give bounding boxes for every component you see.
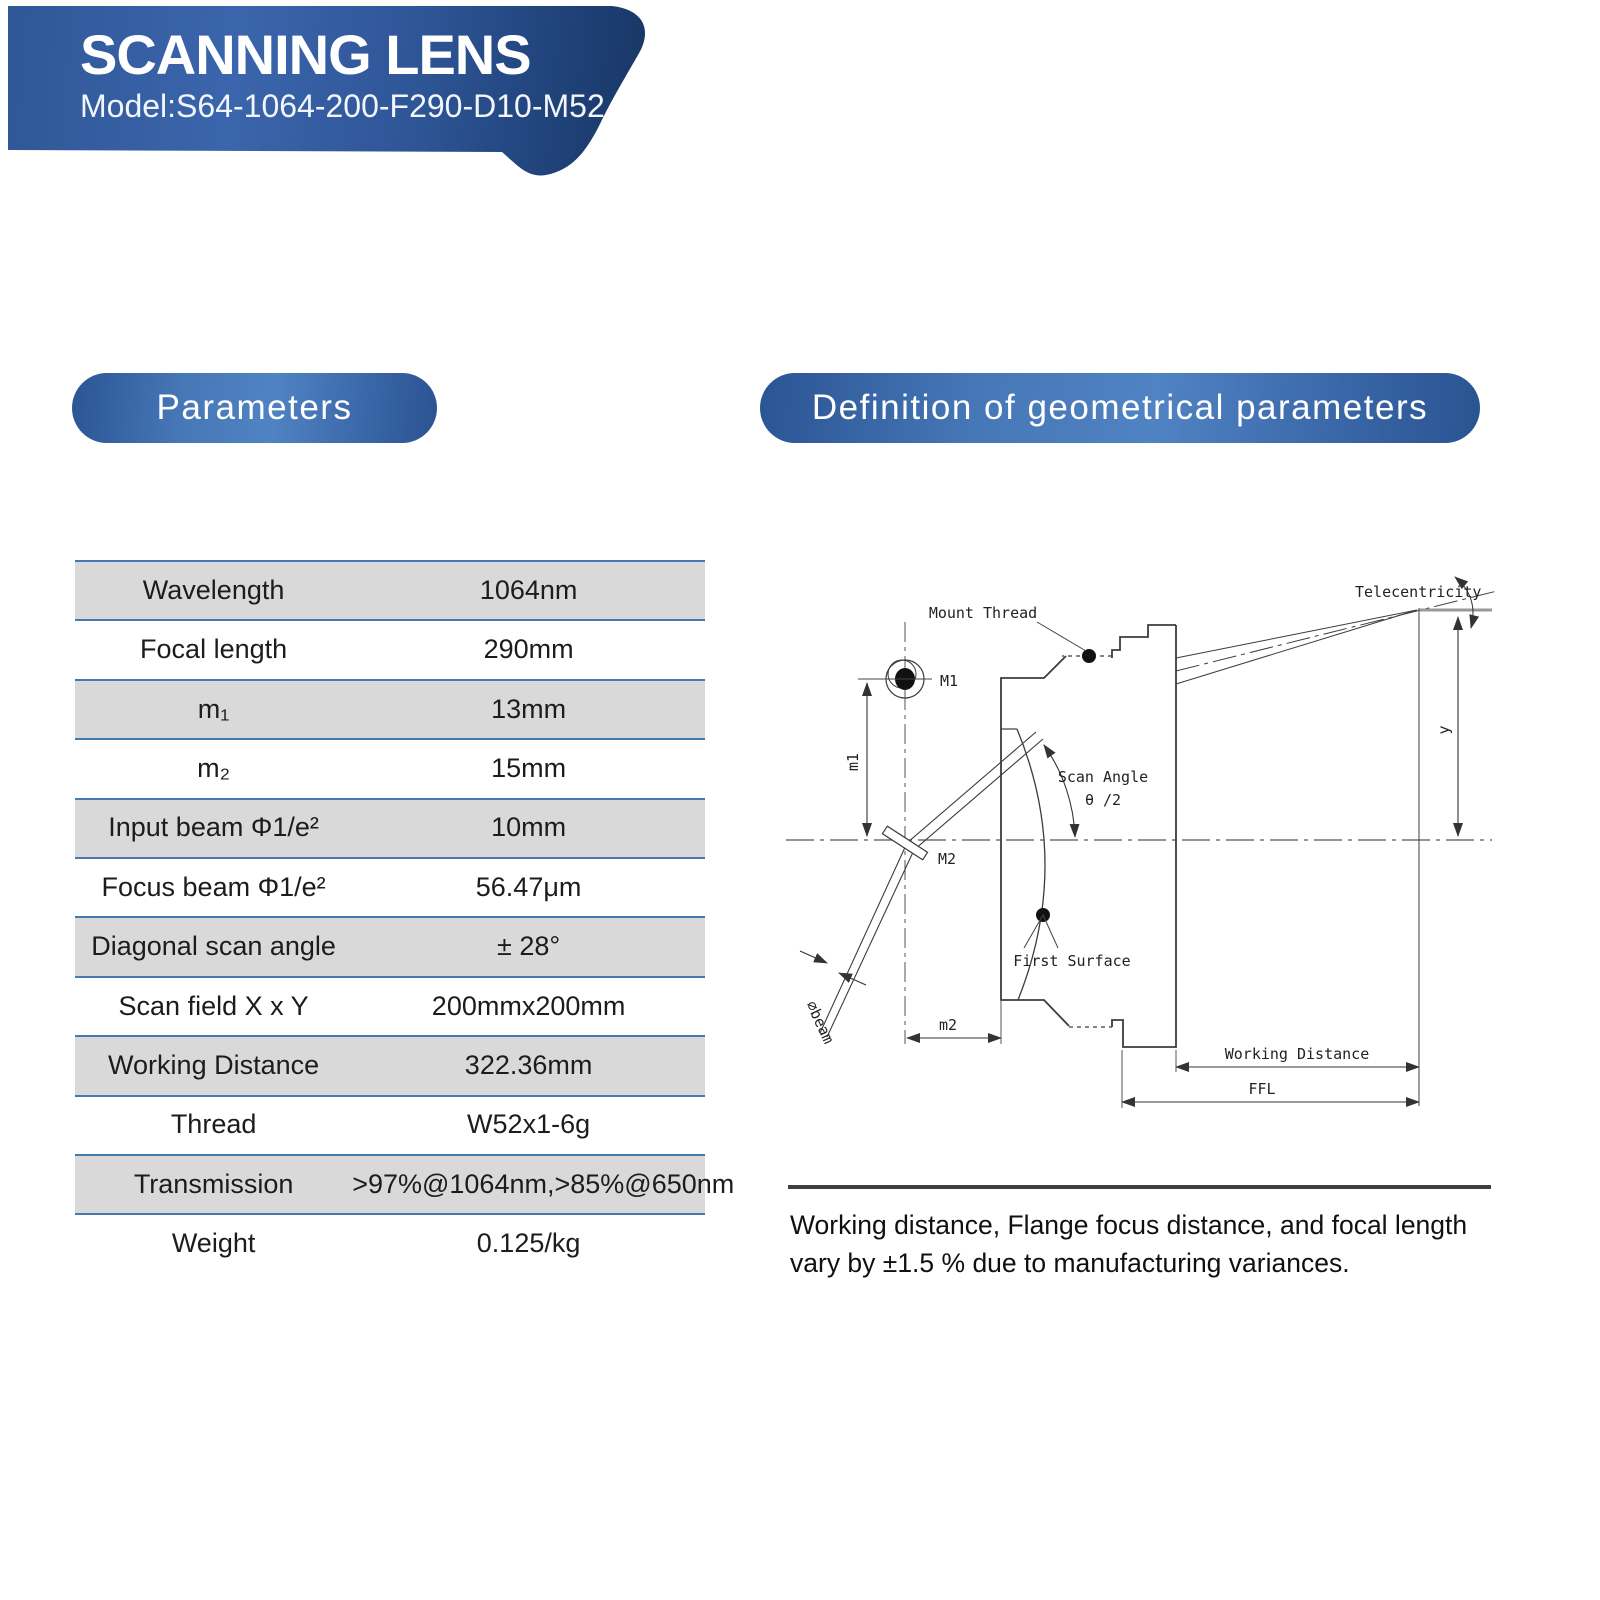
tolerance-note-line2: vary by ±1.5 % due to manufacturing variances. <box>790 1248 1350 1278</box>
lens-geometry-diagram <box>775 545 1495 1205</box>
param-label: Weight <box>171 1228 256 1259</box>
beam-line-2 <box>827 739 1043 1037</box>
table-row <box>75 1095 705 1154</box>
param-label: Diagonal scan angle <box>91 931 336 962</box>
ray-bottom <box>1176 610 1417 684</box>
table-row <box>75 857 705 916</box>
table-row <box>75 1035 705 1094</box>
param-value: 1064nm <box>479 574 578 605</box>
beam-width-arrow-1 <box>800 951 827 963</box>
table-row <box>75 679 705 738</box>
diagram-label-scan-angle-theta: θ /2 <box>1084 791 1122 809</box>
diagram-label-m2: M2 <box>938 850 957 868</box>
param-label: Working Distance <box>108 1049 320 1080</box>
lens-housing-bottom <box>1112 625 1176 1047</box>
diagram-label-scan-angle: Scan Angle <box>1057 768 1149 786</box>
tolerance-note <box>790 1206 1510 1282</box>
param-value: 290mm <box>483 634 574 665</box>
param-value: 13mm <box>491 693 567 724</box>
section-header-parameters <box>72 373 437 443</box>
section-header-definition <box>760 373 1480 443</box>
ray-top <box>1176 610 1417 658</box>
diagram-label-y: y <box>1435 725 1453 735</box>
lens-housing-left <box>1001 656 1069 1026</box>
diagram-label-telecentricity: Telecentricity <box>1355 583 1482 601</box>
table-row <box>75 798 705 857</box>
table-row <box>75 1213 705 1272</box>
lens-housing-top <box>1112 625 1176 658</box>
mount-thread-dot <box>1082 649 1096 663</box>
note-divider <box>788 1185 1491 1189</box>
param-value: 15mm <box>491 753 567 784</box>
param-value: 200mmx200mm <box>431 990 626 1021</box>
param-label: Wavelength <box>142 574 285 605</box>
parameters-table <box>75 560 735 1273</box>
table-row <box>75 560 705 619</box>
diagram-label-m1-dim: m1 <box>844 752 862 772</box>
table-row <box>75 738 705 797</box>
param-value: 322.36mm <box>464 1049 593 1080</box>
table-row <box>75 976 705 1035</box>
param-value: >97%@1064nm,>85%@650nm <box>352 1168 735 1199</box>
diagram-label-ffl: FFL <box>1248 1080 1276 1098</box>
param-label: Focal length <box>140 634 288 665</box>
tolerance-note-line1: Working distance, Flange focus distance, and focal length <box>790 1210 1468 1240</box>
param-label: Transmission <box>133 1168 294 1199</box>
param-value: 0.125/kg <box>476 1228 581 1259</box>
param-label: Scan field X x Y <box>118 990 309 1021</box>
diagram-label-mount-thread: Mount Thread <box>928 604 1038 622</box>
beam-line-1 <box>820 732 1036 1033</box>
param-label: Thread <box>170 1109 257 1140</box>
scan-angle-arc <box>1044 745 1075 837</box>
model-number: Model:S64-1064-200-F290-D10-M52 <box>80 88 605 124</box>
ray-chief <box>1176 591 1495 671</box>
table-row <box>75 1154 735 1213</box>
diagram-label-working-distance: Working Distance <box>1224 1045 1370 1063</box>
table-row <box>75 619 705 678</box>
diagram-label-beam: ⌀beam <box>802 998 838 1047</box>
section-header-parameters-label: Parameters <box>156 388 353 427</box>
param-value: ± 28° <box>497 931 561 962</box>
param-label: Focus beam Φ1/e² <box>101 871 326 902</box>
diagram-label-first-surface: First Surface <box>1013 952 1131 970</box>
param-value: 10mm <box>491 812 567 843</box>
mount-thread-leader <box>1037 622 1086 651</box>
param-label: Input beam Φ1/e² <box>108 812 319 843</box>
diagram-label-m2-dim: m2 <box>938 1016 958 1034</box>
param-value: 56.47μm <box>475 871 582 902</box>
diagram-label-m1: M1 <box>940 672 959 690</box>
section-header-definition-label: Definition of geometrical parameters <box>811 388 1429 427</box>
param-label: m₂ <box>197 753 231 784</box>
table-row <box>75 916 705 975</box>
page-title: SCANNING LENS <box>80 23 531 86</box>
param-value: W52x1-6g <box>467 1109 591 1140</box>
param-label: m₁ <box>197 693 230 724</box>
